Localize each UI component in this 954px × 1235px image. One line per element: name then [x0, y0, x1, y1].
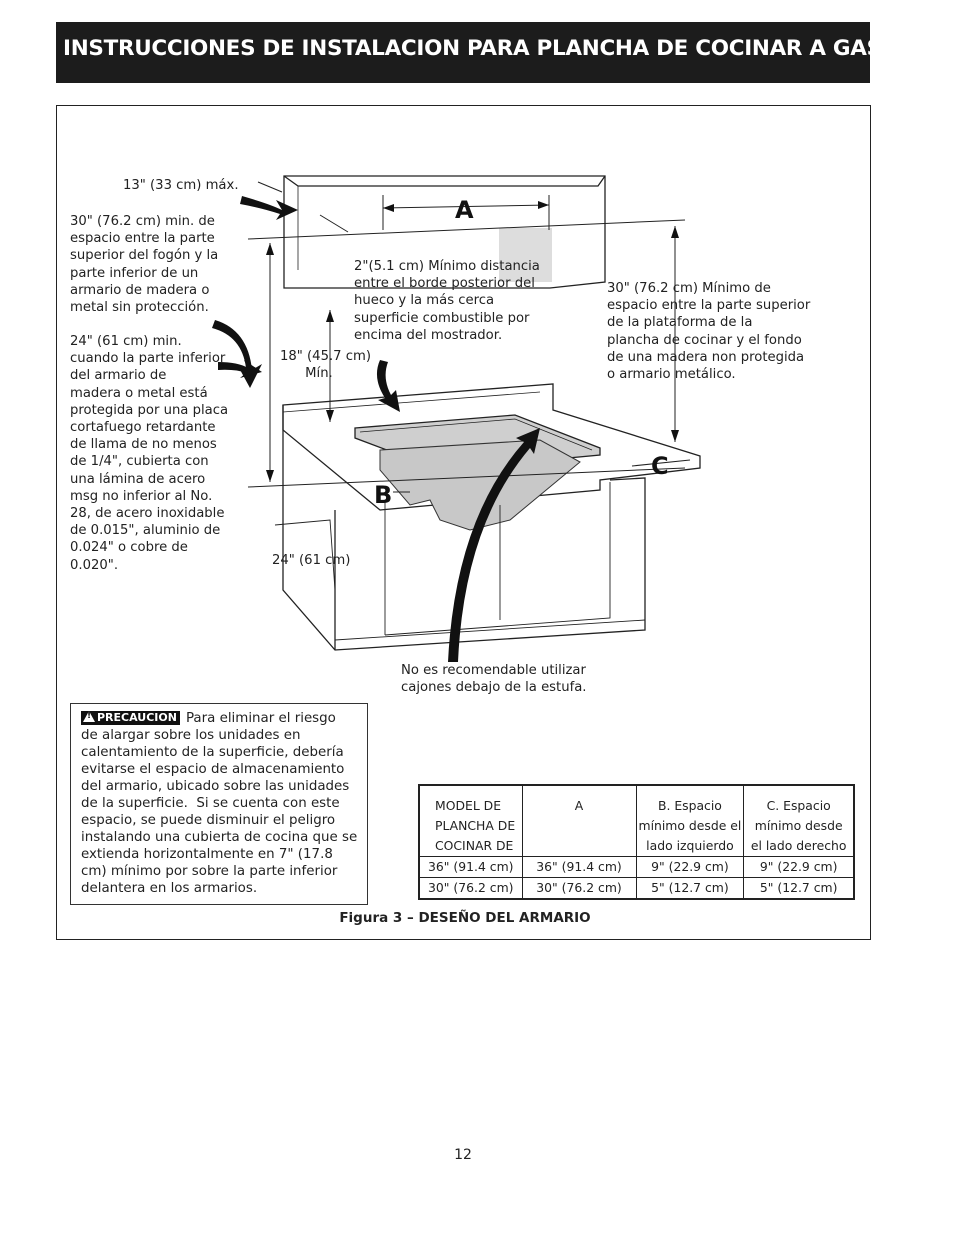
note-18-min: 18" (45.7 cm) Mín. [280, 349, 371, 382]
table-cell: 36" (91.4 cm) [522, 857, 636, 878]
table-header-c: C. Espacio mínimo desde el lado derecho [744, 785, 854, 857]
note-30-min-left: 30" (76.2 cm) min. de espacio entre la parte superior del fogón y la parte inferior de un armario de madera o metal sin protección. [70, 214, 219, 316]
table-cell: 5" (12.7 cm) [744, 878, 854, 900]
table-header-model: MODEL DE PLANCHA DE COCINAR DE [419, 785, 522, 857]
caution-badge-label: PRECAUCION [97, 711, 177, 724]
model-table [418, 784, 855, 900]
table-header-a: A [522, 785, 636, 857]
table-row [419, 878, 854, 900]
table-header-row [419, 785, 854, 857]
caution-badge [81, 711, 180, 725]
table-header-b: B. Espacio mínimo desde el lado izquierdo [636, 785, 744, 857]
table-cell: 9" (22.9 cm) [744, 857, 854, 878]
page-title: INSTRUCCIONES DE INSTALACION PARA PLANCHA DE COCINAR A GAS [63, 36, 882, 61]
note-drawers: No es recomendable utilizar cajones debajo de la estufa. [401, 663, 587, 696]
note-24-bottom: 24" (61 cm) [272, 553, 351, 568]
note-13-max: 13" (33 cm) máx. [123, 178, 239, 193]
table-cell: 30" (76.2 cm) [522, 878, 636, 900]
caution-box [70, 703, 368, 905]
label-a: A [455, 196, 474, 224]
note-2-min: 2"(5.1 cm) Mínimo distancia entre el borde posterior del hueco y la más cerca superficie combustible por encima del mostrador. [354, 259, 540, 343]
page-number: 12 [454, 1147, 472, 1163]
arrow-13 [240, 196, 298, 220]
table-cell: 9" (22.9 cm) [636, 857, 744, 878]
note-24-min-left: 24" (61 cm) min. cuando la parte inferior del armario de madera o metal está protegida por una placa cortafuego retardante de llama de no menos de 1/4", cubierta con una lámina de acero msg no inferior al No. 28, de acero inoxidable de 0.015", aluminio de 0.024" o cobre de 0.020". [70, 334, 229, 573]
warning-icon [83, 711, 95, 722]
table-cell: 5" (12.7 cm) [636, 878, 744, 900]
table-cell: 30" (76.2 cm) [419, 878, 522, 900]
label-c: C [651, 452, 669, 480]
figure-caption: Figura 3 – DESEÑO DEL ARMARIO [339, 910, 591, 926]
caution-text: Para eliminar el riesgo de alargar sobre los unidades en calentamiento de la superficie, debería evitarse el espacio de almacenamiento del armario, ubicado sobre las unidades de la superficie. Si se cuenta con este espacio, se puede disminuir el peligro instalando una cubierta de cocina que se extienda horizontalmente en 7" (17.8 cm) mínimo por sobre la parte inferior delantera en los armarios. [81, 711, 358, 896]
table-cell: 36" (91.4 cm) [419, 857, 522, 878]
table-row [419, 857, 854, 878]
label-b: B [374, 481, 393, 509]
note-30-min-right: 30" (76.2 cm) Mínimo de espacio entre la parte superior de la plataforma de la plancha de cocinar y el fondo de una madera non protegida o armario metálico. [607, 281, 811, 383]
